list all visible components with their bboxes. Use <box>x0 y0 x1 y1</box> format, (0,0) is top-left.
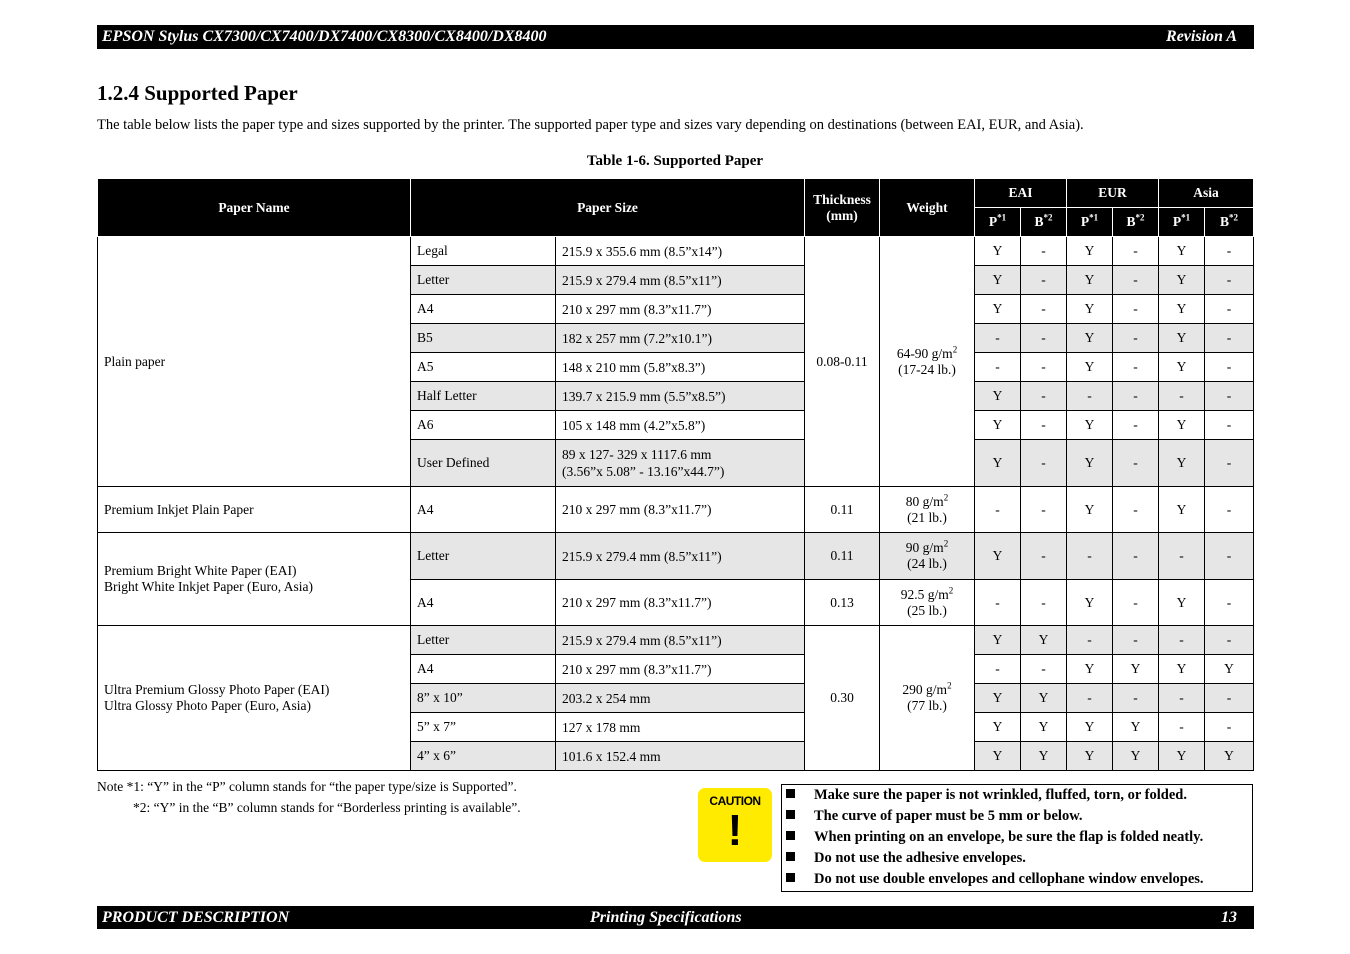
support-mark: Y <box>975 626 1021 655</box>
weight-cell <box>880 533 975 580</box>
weight-lb: (77 lb.) <box>907 698 947 713</box>
dimension-line: 203.2 x 254 mm <box>562 690 651 706</box>
support-mark: Y <box>1159 655 1205 684</box>
revision-label: Revision A <box>1166 28 1237 45</box>
support-mark: - <box>1205 295 1254 324</box>
support-mark: - <box>1113 353 1159 382</box>
caution-item-text: The curve of paper must be 5 mm or below. <box>814 808 1083 824</box>
header-eur-p <box>1067 208 1113 237</box>
table-caption: Table 1-6. Supported Paper <box>586 153 764 169</box>
footer-section: PRODUCT DESCRIPTION <box>102 909 290 926</box>
support-mark: Y <box>1113 655 1159 684</box>
support-mark: - <box>1021 382 1067 411</box>
paper-size-dimensions <box>556 742 805 771</box>
paper-name: Bright White Inkjet Paper (Euro, Asia) <box>104 579 313 594</box>
dimension-line: 215.9 x 279.4 mm (8.5”x11”) <box>562 548 722 564</box>
caution-item-text: Do not use double envelopes and cellophane window envelopes. <box>814 871 1204 887</box>
header-p-label: P <box>1172 214 1182 229</box>
support-mark: - <box>1021 324 1067 353</box>
support-mark: Y <box>1159 411 1205 440</box>
section-heading: 1.2.4 Supported Paper <box>97 81 298 105</box>
weight-exponent: 2 <box>947 680 952 691</box>
support-mark: - <box>1113 626 1159 655</box>
thickness-cell: 0.11 <box>805 487 880 533</box>
support-mark: - <box>1113 295 1159 324</box>
header-paper-name: Paper Name <box>98 179 411 237</box>
support-mark: Y <box>1205 742 1254 771</box>
dimension-line: 215.9 x 355.6 mm (8.5”x14”) <box>562 243 723 259</box>
support-mark: Y <box>1159 440 1205 487</box>
bullet-square-icon <box>786 831 795 840</box>
support-mark: Y <box>1159 295 1205 324</box>
caution-item <box>786 871 1204 888</box>
paper-size-dimensions <box>556 487 805 533</box>
caution-label: CAUTION <box>709 794 761 808</box>
support-mark: - <box>1021 655 1067 684</box>
support-mark: Y <box>975 411 1021 440</box>
paper-size-dimensions <box>556 440 805 487</box>
support-mark: Y <box>1205 655 1254 684</box>
header-eur-b <box>1113 208 1159 237</box>
caution-icon <box>698 788 772 862</box>
weight-cell <box>880 487 975 533</box>
header-b-note: *2 <box>1043 212 1053 223</box>
paper-size-name: Half Letter <box>411 382 556 411</box>
support-mark: - <box>1113 580 1159 626</box>
support-mark: Y <box>1021 742 1067 771</box>
weight-lb: (25 lb.) <box>907 602 947 618</box>
footer-chapter: Printing Specifications <box>590 909 742 926</box>
dimension-line: 139.7 x 215.9 mm (5.5”x8.5”) <box>562 388 726 404</box>
exclamation-icon: ! <box>727 806 743 855</box>
header-b-label: B <box>1220 214 1230 229</box>
support-mark: - <box>1205 440 1254 487</box>
header-p-note: *1 <box>1181 212 1191 223</box>
weight-lb: (21 lb.) <box>907 509 947 525</box>
paper-name: Premium Inkjet Plain Paper <box>104 501 254 517</box>
dimension-line: 127 x 178 mm <box>562 719 641 735</box>
support-mark: - <box>1113 324 1159 353</box>
support-mark: Y <box>1021 626 1067 655</box>
paper-size-name: B5 <box>411 324 556 353</box>
support-mark: - <box>1113 382 1159 411</box>
table-row <box>98 533 1254 580</box>
support-mark: - <box>1205 353 1254 382</box>
paper-size-name: A4 <box>411 487 556 533</box>
weight-cell <box>880 626 975 771</box>
table-notes <box>97 776 521 818</box>
support-mark: - <box>1159 684 1205 713</box>
support-mark: - <box>1067 533 1113 580</box>
support-mark: - <box>975 324 1021 353</box>
header-asia-p <box>1159 208 1205 237</box>
dimension-line: 210 x 297 mm (8.3”x11.7”) <box>562 661 712 677</box>
support-mark: Y <box>1159 353 1205 382</box>
support-mark: Y <box>975 713 1021 742</box>
weight-cell <box>880 237 975 487</box>
note-p: Note *1: “Y” in the “P” column stands for “the paper type/size is Supported”. <box>97 779 517 794</box>
paper-size-dimensions <box>556 382 805 411</box>
weight-value: 90 g/m <box>905 540 944 555</box>
bullet-square-icon <box>786 852 795 861</box>
support-mark: - <box>1067 684 1113 713</box>
note-b: *2: “Y” in the “B” column stands for “Borderless printing is available”. <box>133 800 521 815</box>
paper-name-cell <box>98 626 411 771</box>
paper-size-name: 8” x 10” <box>411 684 556 713</box>
support-mark: - <box>1205 411 1254 440</box>
paper-size-name: Letter <box>411 533 556 580</box>
weight-value: 80 g/m <box>905 493 944 509</box>
caution-item-text: Make sure the paper is not wrinkled, fluffed, torn, or folded. <box>814 787 1187 803</box>
dimension-line: 210 x 297 mm (8.3”x11.7”) <box>562 595 712 610</box>
dimension-line: 105 x 148 mm (4.2”x5.8”) <box>562 417 706 433</box>
support-mark: - <box>1021 487 1067 533</box>
support-mark: - <box>1205 237 1254 266</box>
thickness-cell: 0.13 <box>805 580 880 626</box>
header-asia: Asia <box>1159 179 1254 208</box>
support-mark: Y <box>975 742 1021 771</box>
paper-name-cell <box>98 533 411 626</box>
support-mark: - <box>1159 533 1205 580</box>
paper-size-name: 4” x 6” <box>411 742 556 771</box>
support-mark: Y <box>1067 580 1113 626</box>
support-mark: - <box>1113 684 1159 713</box>
header-eur: EUR <box>1067 179 1159 208</box>
support-mark: - <box>1159 626 1205 655</box>
paper-size-dimensions <box>556 324 805 353</box>
header-b-label: B <box>1126 214 1136 229</box>
paper-size-dimensions <box>556 626 805 655</box>
support-mark: - <box>1113 237 1159 266</box>
header-p-note: *1 <box>997 212 1007 223</box>
support-mark: Y <box>1159 487 1205 533</box>
support-mark: - <box>1021 580 1067 626</box>
header-b-note: *2 <box>1135 212 1145 223</box>
support-mark: - <box>1021 440 1067 487</box>
paper-size-name: A4 <box>411 580 556 626</box>
support-mark: Y <box>1021 713 1067 742</box>
weight-value: 290 g/m <box>902 682 948 697</box>
weight-cell <box>880 580 975 626</box>
document-title: EPSON Stylus CX7300/CX7400/DX7400/CX8300/CX8400/DX8400 <box>102 28 547 45</box>
dimension-line: 101.6 x 152.4 mm <box>562 748 661 764</box>
bullet-square-icon <box>786 789 795 798</box>
support-mark: - <box>1021 411 1067 440</box>
support-mark: Y <box>975 295 1021 324</box>
support-mark: Y <box>975 684 1021 713</box>
support-mark: Y <box>1159 324 1205 353</box>
paper-name: Plain paper <box>104 353 166 369</box>
dimension-line: 215.9 x 279.4 mm (8.5”x11”) <box>562 272 722 288</box>
support-mark: Y <box>1113 742 1159 771</box>
support-mark: - <box>975 655 1021 684</box>
support-mark: - <box>1021 266 1067 295</box>
support-mark: Y <box>975 533 1021 580</box>
thickness-cell: 0.30 <box>805 626 880 771</box>
header-eai-p <box>975 208 1021 237</box>
support-mark: - <box>1021 533 1067 580</box>
caution-item <box>786 850 1026 867</box>
paper-size-dimensions <box>556 266 805 295</box>
support-mark: Y <box>1067 655 1113 684</box>
caution-box <box>781 784 1253 892</box>
paper-size-dimensions <box>556 295 805 324</box>
dimension-line: 210 x 297 mm (8.3”x11.7”) <box>562 502 712 517</box>
paper-size-name: A4 <box>411 295 556 324</box>
paper-size-dimensions <box>556 580 805 626</box>
paper-size-name: Letter <box>411 626 556 655</box>
support-mark: - <box>1021 353 1067 382</box>
support-mark: - <box>1205 533 1254 580</box>
support-mark: Y <box>975 266 1021 295</box>
support-mark: - <box>1113 411 1159 440</box>
footer-bar <box>97 906 1254 929</box>
paper-name: Premium Bright White Paper (EAI) <box>104 563 297 578</box>
paper-size-dimensions <box>556 713 805 742</box>
paper-size-name: A6 <box>411 411 556 440</box>
support-mark: Y <box>975 440 1021 487</box>
paper-size-dimensions <box>556 411 805 440</box>
paper-name: Ultra Glossy Photo Paper (Euro, Asia) <box>104 698 311 713</box>
header-b-note: *2 <box>1229 212 1239 223</box>
intro-text: The table below lists the paper type and sizes supported by the printer. The supported paper type and sizes vary depending on destinations (between EAI, EUR, and Asia). <box>97 117 1084 133</box>
supported-paper-table <box>97 178 1254 771</box>
support-mark: - <box>1021 237 1067 266</box>
dimension-line: 89 x 127- 329 x 1117.6 mm <box>562 447 712 462</box>
paper-size-dimensions <box>556 533 805 580</box>
support-mark: - <box>1205 626 1254 655</box>
weight-lb: (17-24 lb.) <box>898 361 956 377</box>
support-mark: - <box>1205 684 1254 713</box>
paper-size-dimensions <box>556 237 805 266</box>
support-mark: - <box>1205 713 1254 742</box>
header-bar <box>97 25 1254 49</box>
header-thickness <box>805 179 880 237</box>
table-row <box>98 237 1254 266</box>
table-row <box>98 487 1254 533</box>
weight-exponent: 2 <box>943 492 949 502</box>
support-mark: Y <box>975 382 1021 411</box>
caution-item <box>786 829 1203 846</box>
dimension-line: 182 x 257 mm (7.2”x10.1”) <box>562 330 712 346</box>
support-mark: Y <box>1067 353 1113 382</box>
support-mark: - <box>1067 382 1113 411</box>
caution-item <box>786 808 1083 825</box>
paper-size-name: Letter <box>411 266 556 295</box>
header-thickness-unit: (mm) <box>826 207 858 223</box>
header-weight: Weight <box>880 179 975 237</box>
support-mark: Y <box>1067 237 1113 266</box>
paper-size-name: A4 <box>411 655 556 684</box>
header-paper-size: Paper Size <box>411 179 805 237</box>
support-mark: Y <box>1113 713 1159 742</box>
weight-exponent: 2 <box>952 344 958 354</box>
support-mark: Y <box>1067 487 1113 533</box>
weight-exponent: 2 <box>948 585 954 595</box>
paper-size-name: 5” x 7” <box>411 713 556 742</box>
support-mark: Y <box>1159 580 1205 626</box>
support-mark: Y <box>1067 411 1113 440</box>
header-asia-b <box>1205 208 1254 237</box>
thickness-cell: 0.08-0.11 <box>805 237 880 487</box>
support-mark: - <box>975 580 1021 626</box>
support-mark: - <box>1205 580 1254 626</box>
dimension-line: 215.9 x 279.4 mm (8.5”x11”) <box>562 632 722 648</box>
support-mark: - <box>1205 487 1254 533</box>
paper-size-dimensions <box>556 353 805 382</box>
support-mark: Y <box>1067 295 1113 324</box>
support-mark: Y <box>1067 440 1113 487</box>
header-b-label: B <box>1034 214 1044 229</box>
support-mark: Y <box>1021 684 1067 713</box>
dimension-line: 148 x 210 mm (5.8”x8.3”) <box>562 359 706 375</box>
header-eai-b <box>1021 208 1067 237</box>
table-row <box>98 626 1254 655</box>
support-mark: - <box>1205 324 1254 353</box>
header-p-label: P <box>1080 214 1090 229</box>
weight-lb: (24 lb.) <box>907 556 947 571</box>
support-mark: - <box>975 487 1021 533</box>
support-mark: Y <box>975 237 1021 266</box>
paper-size-name: User Defined <box>411 440 556 487</box>
support-mark: - <box>1067 626 1113 655</box>
page-number: 13 <box>1221 909 1237 926</box>
bullet-square-icon <box>786 873 795 882</box>
weight-value: 92.5 g/m <box>900 586 949 602</box>
support-mark: - <box>1113 533 1159 580</box>
caution-item-text: Do not use the adhesive envelopes. <box>814 850 1026 866</box>
support-mark: - <box>1205 382 1254 411</box>
support-mark: Y <box>1159 266 1205 295</box>
support-mark: Y <box>1067 324 1113 353</box>
weight-exponent: 2 <box>943 538 949 549</box>
paper-size-name: Legal <box>411 237 556 266</box>
header-p-label: P <box>988 214 998 229</box>
header-thickness-label: Thickness <box>813 191 871 207</box>
support-mark: - <box>1021 295 1067 324</box>
support-mark: Y <box>1159 742 1205 771</box>
paper-size-dimensions <box>556 655 805 684</box>
support-mark: - <box>1113 440 1159 487</box>
dimension-line: 210 x 297 mm (8.3”x11.7”) <box>562 301 712 317</box>
support-mark: Y <box>1067 713 1113 742</box>
paper-name-cell <box>98 237 411 487</box>
caution-item-text: When printing on an envelope, be sure the flap is folded neatly. <box>814 829 1204 845</box>
paper-size-dimensions <box>556 684 805 713</box>
support-mark: Y <box>1159 237 1205 266</box>
weight-value: 64-90 g/m <box>896 345 953 361</box>
support-mark: Y <box>1067 266 1113 295</box>
caution-item <box>786 787 1187 804</box>
paper-size-name: A5 <box>411 353 556 382</box>
bullet-square-icon <box>786 810 795 819</box>
thickness-cell: 0.11 <box>805 533 880 580</box>
support-mark: - <box>975 353 1021 382</box>
support-mark: Y <box>1067 742 1113 771</box>
header-eai: EAI <box>975 179 1067 208</box>
dimension-line: (3.56”x 5.08” - 13.16”x44.7”) <box>562 464 725 479</box>
paper-name: Ultra Premium Glossy Photo Paper (EAI) <box>104 682 330 697</box>
support-mark: - <box>1159 382 1205 411</box>
support-mark: - <box>1113 266 1159 295</box>
support-mark: - <box>1113 487 1159 533</box>
support-mark: - <box>1205 266 1254 295</box>
header-p-note: *1 <box>1089 212 1099 223</box>
paper-name-cell <box>98 487 411 533</box>
support-mark: - <box>1159 713 1205 742</box>
